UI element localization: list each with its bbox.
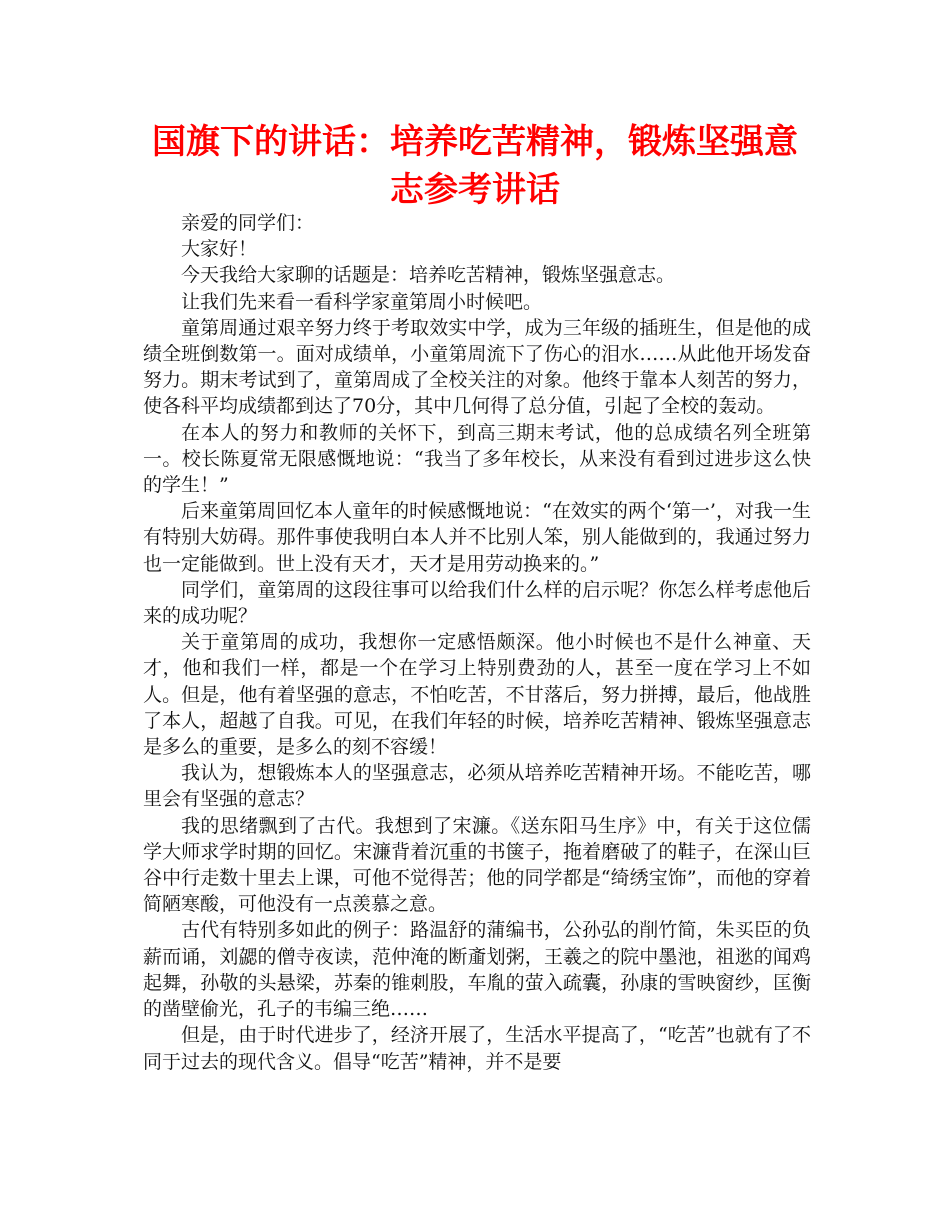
paragraph: 今天我给大家聊的话题是：培养吃苦精神，锻炼坚强意志。 [181,264,676,287]
paragraph: 我的思绪飘到了古代。我想到了宋濂。《送东阳马生序》中，有关于这位儒学大师求学时期的回忆。宋濂背着沉重的书箧子，拖着磨破了的鞋子，在深山巨谷中行走数十里去上课，可他不觉得苦；他的同学都是“绮绣宝饰”，而他的穿着简陋寒酸，可他没有一点羡慕之意。 [143,814,811,916]
paragraph: 亲爱的同学们： [181,212,315,234]
document-body [143,210,811,1075]
document-title: 国旗下的讲话：培养吃苦精神，锻炼坚强意志参考讲话 [152,122,798,210]
paragraph: 童第周通过艰辛努力终于考取效实中学，成为三年级的插班生，但是他的成绩全班倒数第一。面对成绩单，小童第周流下了伤心的泪水……从此他开场发奋努力。期末考试到了，童第周成了全校关注的对象。他终于靠本人刻苦的努力，使各科平均成绩都到达了70分，其中几何得了总分值，引起了全校的轰动。 [143,316,811,418]
paragraph: 大家好！ [181,238,258,261]
paragraph: 古代有特别多如此的例子：路温舒的蒲编书，公孙弘的削竹简，朱买臣的负薪而诵，刘勰的僧寺夜读，范仲淹的断齑划粥，王羲之的院中墨池，祖逖的闻鸡起舞，孙敬的头悬梁，苏秦的锥刺股，车胤的萤入疏囊，孙康的雪映窗纱，匡衡的凿壁偷光，孔子的韦编三绝…… [143,919,811,1021]
paragraph: 后来童第周回忆本人童年的时候感慨地说：“在效实的两个‘第一’，对我一生有特别大妨碍。那件事使我明白本人并不比别人笨，别人能做到的，我通过努力也一定能做到。世上没有天才，天才是用劳动换来的。” [143,500,811,575]
paragraph: 让我们先来看一看科学家童第周小时候吧。 [181,290,543,313]
paragraph: 同学们，童第周的这段往事可以给我们什么样的启示呢？你怎么样考虑他后来的成功呢？ [143,578,811,628]
paragraph: 但是，由于时代进步了，经济开展了，生活水平提高了，“吃苦”也就有了不同于过去的现代含义。倡导“吃苦”精神，并不是要 [143,1024,811,1073]
paragraph: 在本人的努力和教师的关怀下，到高三期末考试，他的总成绩名列全班第一。校长陈夏常无限感慨地说：“我当了多年校长，从来没有看到过进步这么快的学生！” [143,421,811,497]
paragraph: 我认为，想锻炼本人的坚强意志，必须从培养吃苦精神开场。不能吃苦，哪里会有坚强的意志？ [143,762,811,811]
paragraph: 关于童第周的成功，我想你一定感悟颇深。他小时候也不是什么神童、天才，他和我们一样，都是一个在学习上特别费劲的人，甚至一度在学习上不如人。但是，他有着坚强的意志，不怕吃苦，不甘落后，努力拼搏，最后，他战胜了本人，超越了自我。可见，在我们年轻的时候，培养吃苦精神、锻炼坚强意志是多么的重要，是多么的刻不容缓！ [143,631,811,759]
